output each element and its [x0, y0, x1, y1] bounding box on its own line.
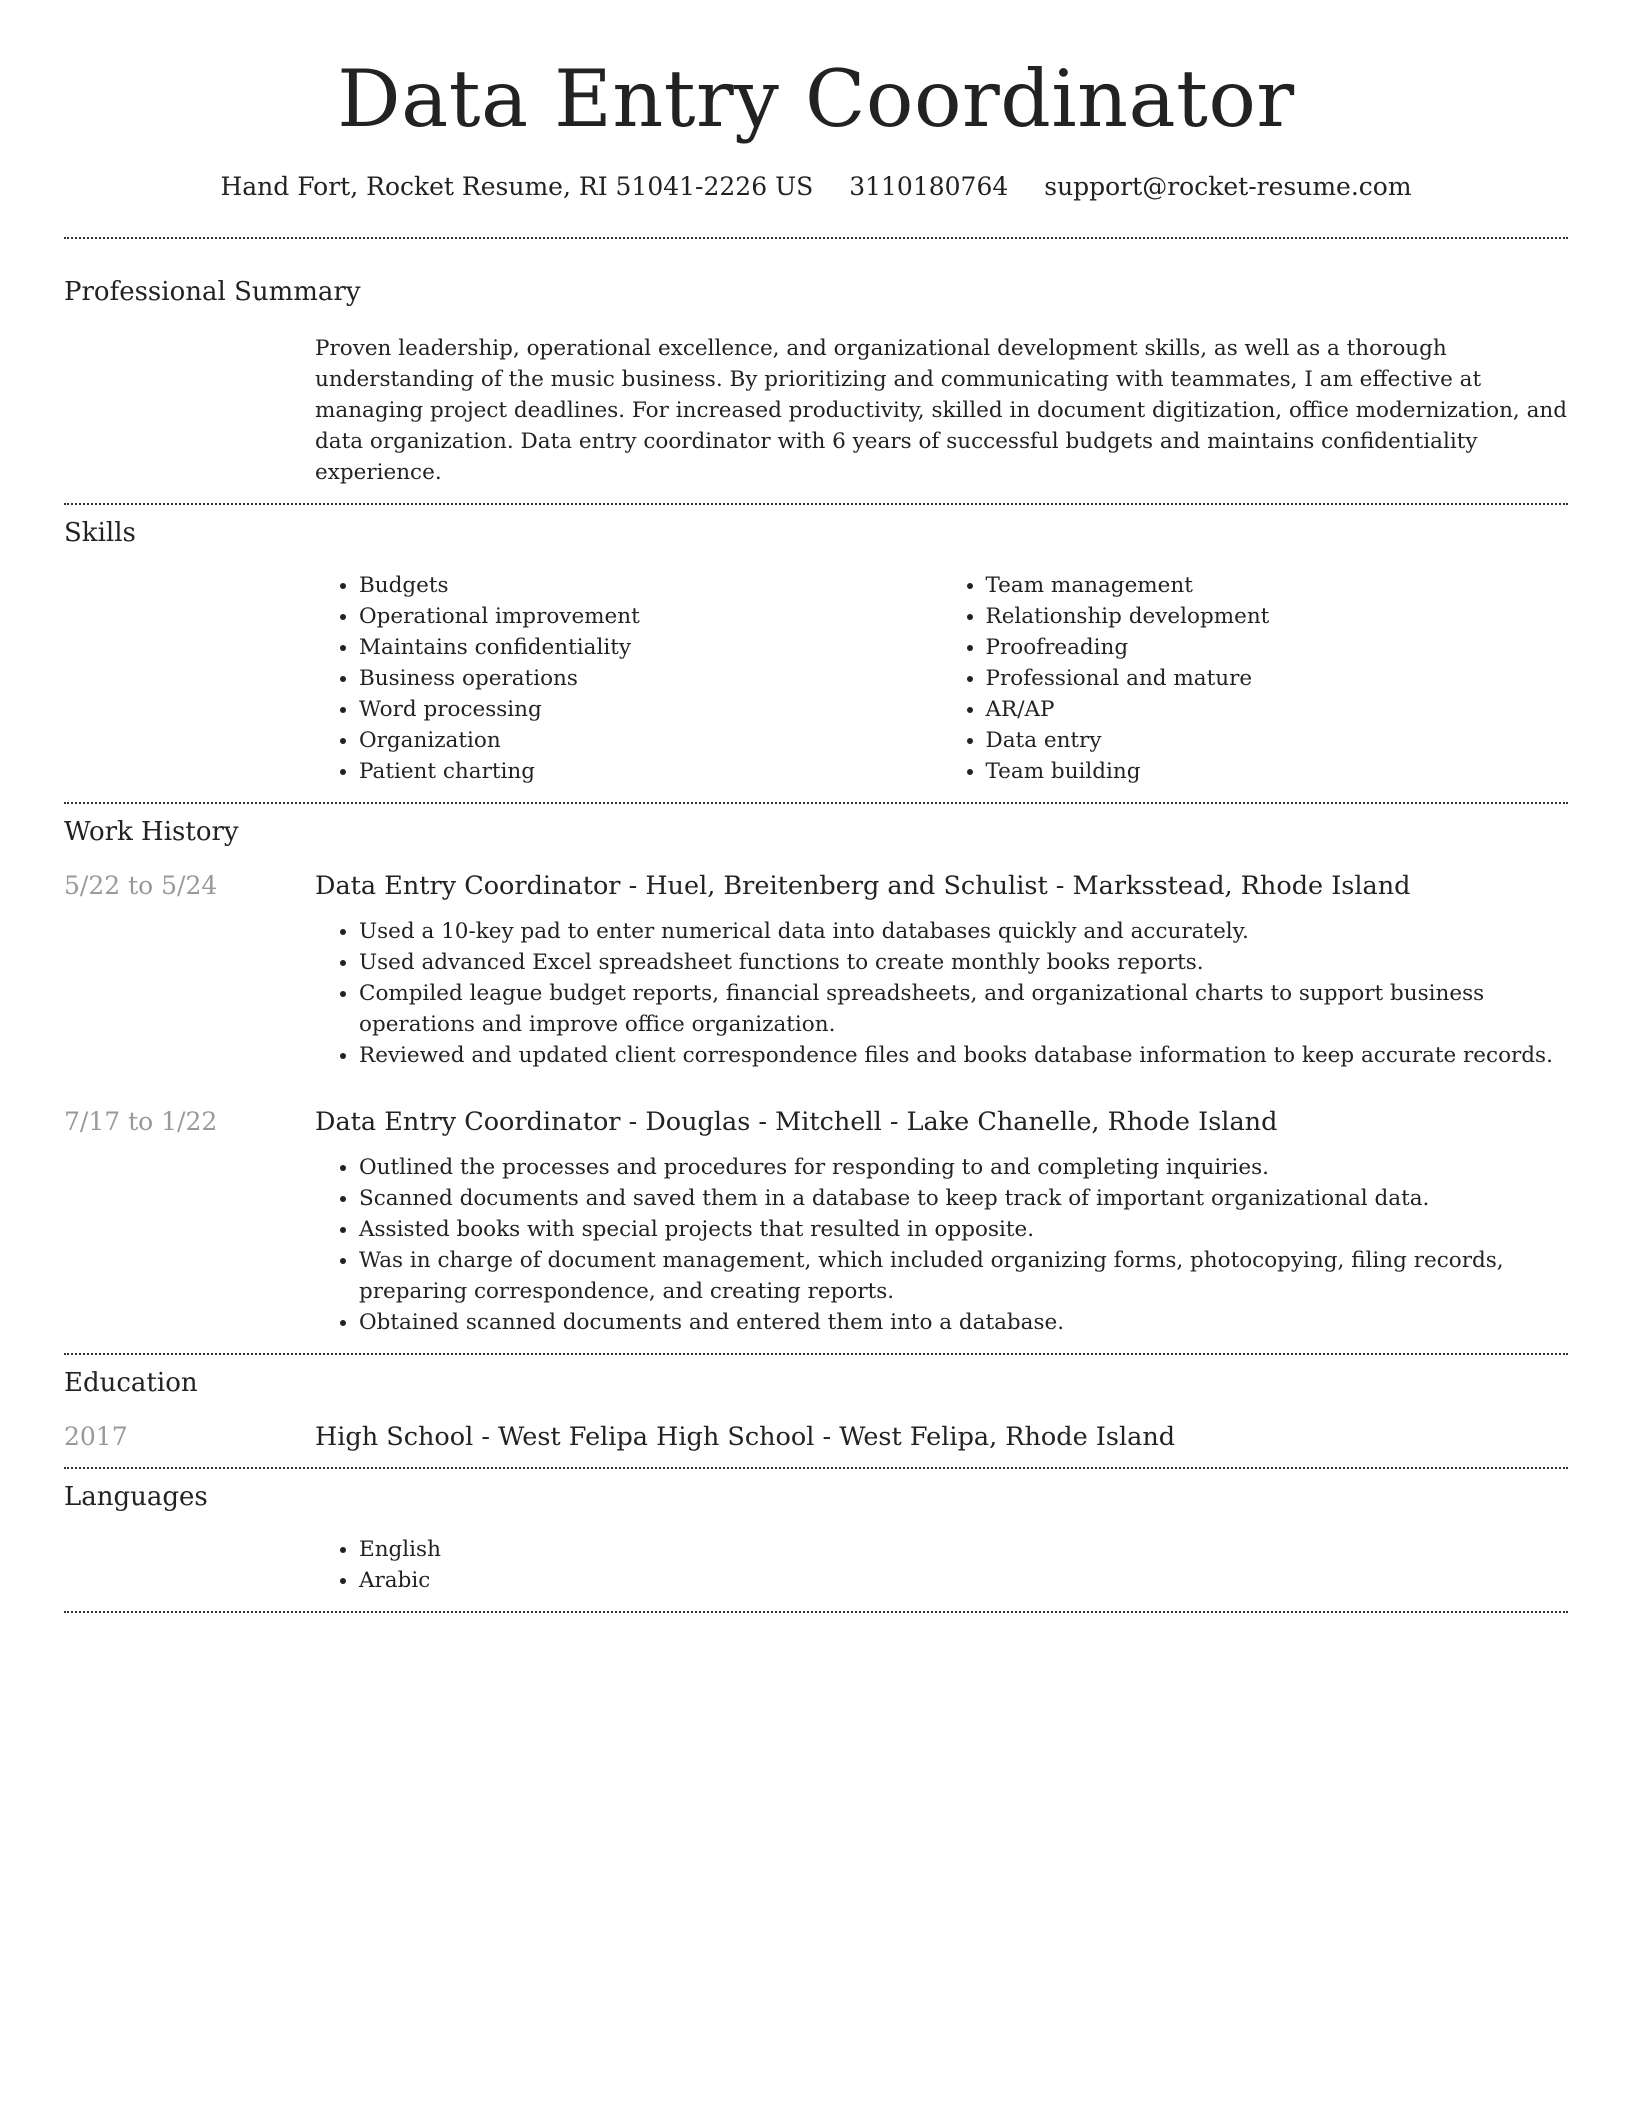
skill-item: • Relationship development [986, 601, 1569, 632]
education-heading: High School - West Felipa High School - West Felipa, Rhode Island [315, 1422, 1176, 1452]
skill-item: • Team building [986, 756, 1569, 787]
language-item: • Arabic [359, 1565, 1568, 1596]
contact-phone: 3110180764 [849, 172, 1009, 201]
job-bullets [315, 916, 1568, 1071]
languages-section [64, 1469, 1568, 1596]
contact-line [64, 172, 1568, 201]
skill-item: • Proofreading [986, 632, 1569, 663]
skill-item: • Team management [986, 570, 1569, 601]
language-item: • English [359, 1534, 1568, 1565]
skill-item: • Maintains confidentiality [359, 632, 942, 663]
languages-title: Languages [64, 1482, 208, 1512]
skill-item: • Word processing [359, 694, 942, 725]
resume-page [64, 0, 1568, 1613]
job-entry [64, 871, 1568, 1071]
resume-name: Data Entry Coordinator [337, 53, 1295, 145]
languages-list [315, 1534, 1568, 1596]
education-title: Education [64, 1368, 198, 1398]
work-title: Work History [64, 817, 239, 847]
skill-item: • Operational improvement [359, 601, 942, 632]
job-bullet: • Obtained scanned documents and entered them into a database. [359, 1307, 1568, 1338]
skill-item: • Data entry [986, 725, 1569, 756]
skills-list-right [942, 570, 1569, 787]
skill-item: • Professional and mature [986, 663, 1569, 694]
skill-item: • Budgets [359, 570, 942, 601]
education-section [64, 1355, 1568, 1452]
job-bullet: • Reviewed and updated client correspondence files and books database information to keep accurate records. [359, 1040, 1568, 1071]
job-bullet: • Outlined the processes and procedures for responding to and completing inquiries. [359, 1152, 1568, 1183]
job-bullets [315, 1152, 1568, 1338]
job-entry [64, 1107, 1568, 1338]
contact-address: Hand Fort, Rocket Resume, RI 51041-2226 US [220, 172, 814, 201]
job-bullet: • Was in charge of document management, which included organizing forms, photocopying, filing records, preparing correspondence, and creating reports. [359, 1245, 1568, 1307]
skill-item: • AR/AP [986, 694, 1569, 725]
work-section [64, 804, 1568, 1338]
education-year: 2017 [64, 1422, 128, 1451]
job-dates: 7/17 to 1/22 [64, 1107, 218, 1136]
skill-item: • Organization [359, 725, 942, 756]
job-bullet: • Scanned documents and saved them in a database to keep track of important organizational data. [359, 1183, 1568, 1214]
job-bullet: • Compiled league budget reports, financial spreadsheets, and organizational charts to support business operations and improve office organization. [359, 978, 1568, 1040]
skills-title: Skills [64, 518, 136, 548]
skill-item: • Patient charting [359, 756, 942, 787]
contact-email: support@rocket-resume.com [1044, 172, 1412, 201]
job-heading: Data Entry Coordinator - Huel, Breitenberg and Schulist - Marksstead, Rhode Island [315, 871, 1411, 901]
languages-divider [64, 1611, 1568, 1613]
job-bullet: • Used advanced Excel spreadsheet functions to create monthly books reports. [359, 947, 1568, 978]
summary-text: Proven leadership, operational excellence, and organizational development skills, as well as a thorough understanding of the music business. By prioritizing and communicating with teammates, I am effective at managing project deadlines. For increased productivity, skilled in document digitization, office modernization, and data organization. Data entry coordinator with 6 years of successful budgets and maintains confidentiality experience. [315, 336, 1568, 485]
summary-title: Professional Summary [64, 277, 361, 307]
job-heading: Data Entry Coordinator - Douglas - Mitchell - Lake Chanelle, Rhode Island [315, 1107, 1278, 1137]
skill-item: • Business operations [359, 663, 942, 694]
job-bullet: • Used a 10-key pad to enter numerical data into databases quickly and accurately. [359, 916, 1568, 947]
job-bullet: • Assisted books with special projects that resulted in opposite. [359, 1214, 1568, 1245]
job-dates: 5/22 to 5/24 [64, 871, 218, 900]
summary-section [64, 239, 1568, 488]
skills-list-left [315, 570, 942, 787]
skills-section [64, 505, 1568, 787]
